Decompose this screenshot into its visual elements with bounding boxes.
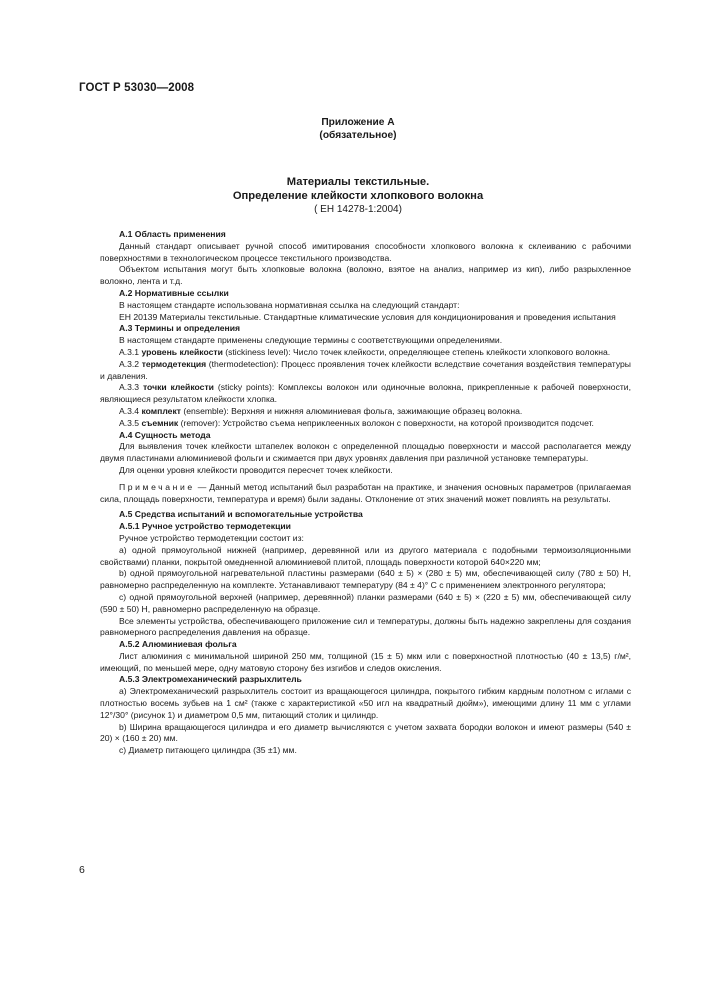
paragraph: ЕН 20139 Материалы текстильные. Стандартные климатические условия для кондиционирования и проведения испытания [119, 311, 616, 322]
appendix-label: Приложение А [321, 117, 395, 128]
title-line-1: Материалы текстильные. [286, 176, 430, 188]
paragraph: В настоящем стандарте применены следующие термины с соответствующими определениями. [119, 335, 503, 346]
paragraph: А.3.2 термодетекция (thermodetection): Процесс проявления точек клейкости вследствие сочетания воздействия температуры и давления. [100, 358, 631, 381]
term: уровень клейкости [141, 346, 223, 357]
term: съемник [141, 417, 179, 428]
paragraph: Все элементы устройства, обеспечивающего приложение сил и температуры, должны быть надежно закреплены для создания равномерного распределения давления на образце. [100, 615, 631, 638]
paragraph: Для оценки уровня клейкости проводится пересчет точек клейкости. [119, 464, 393, 475]
section-heading: А.3 Термины и определения [119, 323, 241, 334]
term: точки клейкости [142, 382, 214, 393]
paragraph: Данный стандарт описывает ручной способ имитирования способности хлопкового волокна к склеиванию с рабочими поверхностями в технологическом процессе текстильного производства. [100, 240, 631, 263]
paragraph: А.3.5 съемник (remover): Устройство съема неприклеенных волокон с поверхности, на которой производится подсчет. [119, 417, 594, 428]
title-line-3: ( ЕН 14278-1:2004) [314, 204, 402, 215]
paragraph: b) Ширина вращающегося цилиндра и его диаметр вычисляются с учетом захвата бородки волокон и имеют размеры (540 ± 20) × (160 ± 20) мм. [100, 721, 631, 744]
paragraph: a) Электромеханический разрыхлитель состоит из вращающегося цилиндра, покрытого гибким кардным полотном с иглами с плотностью восемь зубьев на 1 см² (также с характеристикой «50 игл на квадратный дюйм»), имеющими длину 11 мм с углами 12°/30° (рисунок 1) и диаметром 0,5 мм, питающий столик и цилиндр. [100, 686, 631, 720]
clause-number: А.3.2 [119, 358, 142, 369]
clause-number: А.3.3 [119, 382, 143, 393]
note-label: Примечание [119, 481, 195, 492]
section-heading: А.4 Сущность метода [119, 429, 211, 440]
page-number: 6 [79, 864, 85, 876]
paragraph: Примечание — Данный метод испытаний был разработан на практике, и значения основных параметров (прилагаемая сила, площадь поверхности, температура и время) были заданы. Отклонение от этих значений может повлиять на результаты. [100, 481, 631, 504]
paragraph: c) одной прямоугольной верхней (например, деревянной) планки размерами (640 ± 5) × (220 ± 5) мм, обеспечивающей силу (590 ± 50) Н, равномерно распределенную на образце. [100, 591, 631, 614]
clause-number: А.3.5 [119, 417, 142, 428]
paragraph: b) одной прямоугольной нагревательной пластины размерами (640 ± 5) × (280 ± 5) мм, обеспечивающей силу (780 ± 50) Н, равномерно распределенную на комплекте. Устанавливают температуру (84 ± 4)° С с применением электронного регулятора; [100, 568, 631, 591]
section-heading: А.2 Нормативные ссылки [119, 287, 229, 298]
paragraph: c) Диаметр питающего цилиндра (35 ±1) мм. [119, 745, 297, 756]
section-heading: А.5.1 Ручное устройство термодетекции [119, 521, 291, 532]
title-line-2: Определение клейкости хлопкового волокна [232, 190, 484, 202]
clause-number: А.3.4 [119, 405, 142, 416]
paragraph: Объектом испытания могут быть хлопковые волокна (волокно, взятое на анализ, например из кип), либо разрыхленное волокно, лента и т.д. [100, 264, 631, 287]
clause-number: А.3.1 [119, 346, 142, 357]
section-heading: А.5.2 Алюминиевая фольга [119, 639, 237, 650]
paragraph: Для выявления точек клейкости штапелек волокон с определенной площадью поверхности и массой располагается между двумя пластинами алюминиевой фольги и сжимается при двух уровнях давления при различной установке температуры. [100, 441, 631, 464]
paragraph: А.3.3 точки клейкости (sticky points): Комплексы волокон или одиночные волокна, прикрепленные к рабочей поверхности, являющиеся результатом клейкости хлопка. [100, 382, 631, 405]
standard-header: ГОСТ Р 53030—2008 [79, 82, 195, 94]
paragraph: А.3.4 комплект (ensemble): Верхняя и нижняя алюминиевая фольга, зажимающие образец волокна. [119, 405, 523, 416]
section-heading: А.5 Средства испытаний и вспомогательные устройства [119, 509, 363, 520]
section-heading: А.1 Область применения [119, 229, 226, 239]
paragraph: a) одной прямоугольной нижней (например, деревянной или из другого материала с подобными термоизоляционными свойствами) планки, покрытой омедненной алюминиевой плитой, площадь поверхности которой 640×220 мм; [100, 544, 631, 567]
term: термодетекция [141, 358, 207, 369]
paragraph: Лист алюминия с минимальной шириной 250 мм, толщиной (15 ± 5) мкм или с поверхностной плотностью (40 ± 13,5) г/м², имеющий, по меньшей мере, одну матовую сторону без изгибов и следов окисления. [100, 650, 631, 673]
section-heading: А.5.3 Электромеханический разрыхлитель [119, 674, 302, 685]
paragraph: В настоящем стандарте использована нормативная ссылка на следующий стандарт: [119, 299, 460, 310]
document-body [100, 229, 631, 757]
term: комплект [141, 405, 181, 416]
appendix-status: (обязательное) [319, 130, 397, 141]
paragraph: А.3.1 уровень клейкости (stickiness level): Число точек клейкости, определяющее степень клейкости хлопкового волокна. [119, 346, 611, 357]
paragraph: Ручное устройство термодетекции состоит из: [119, 532, 304, 543]
